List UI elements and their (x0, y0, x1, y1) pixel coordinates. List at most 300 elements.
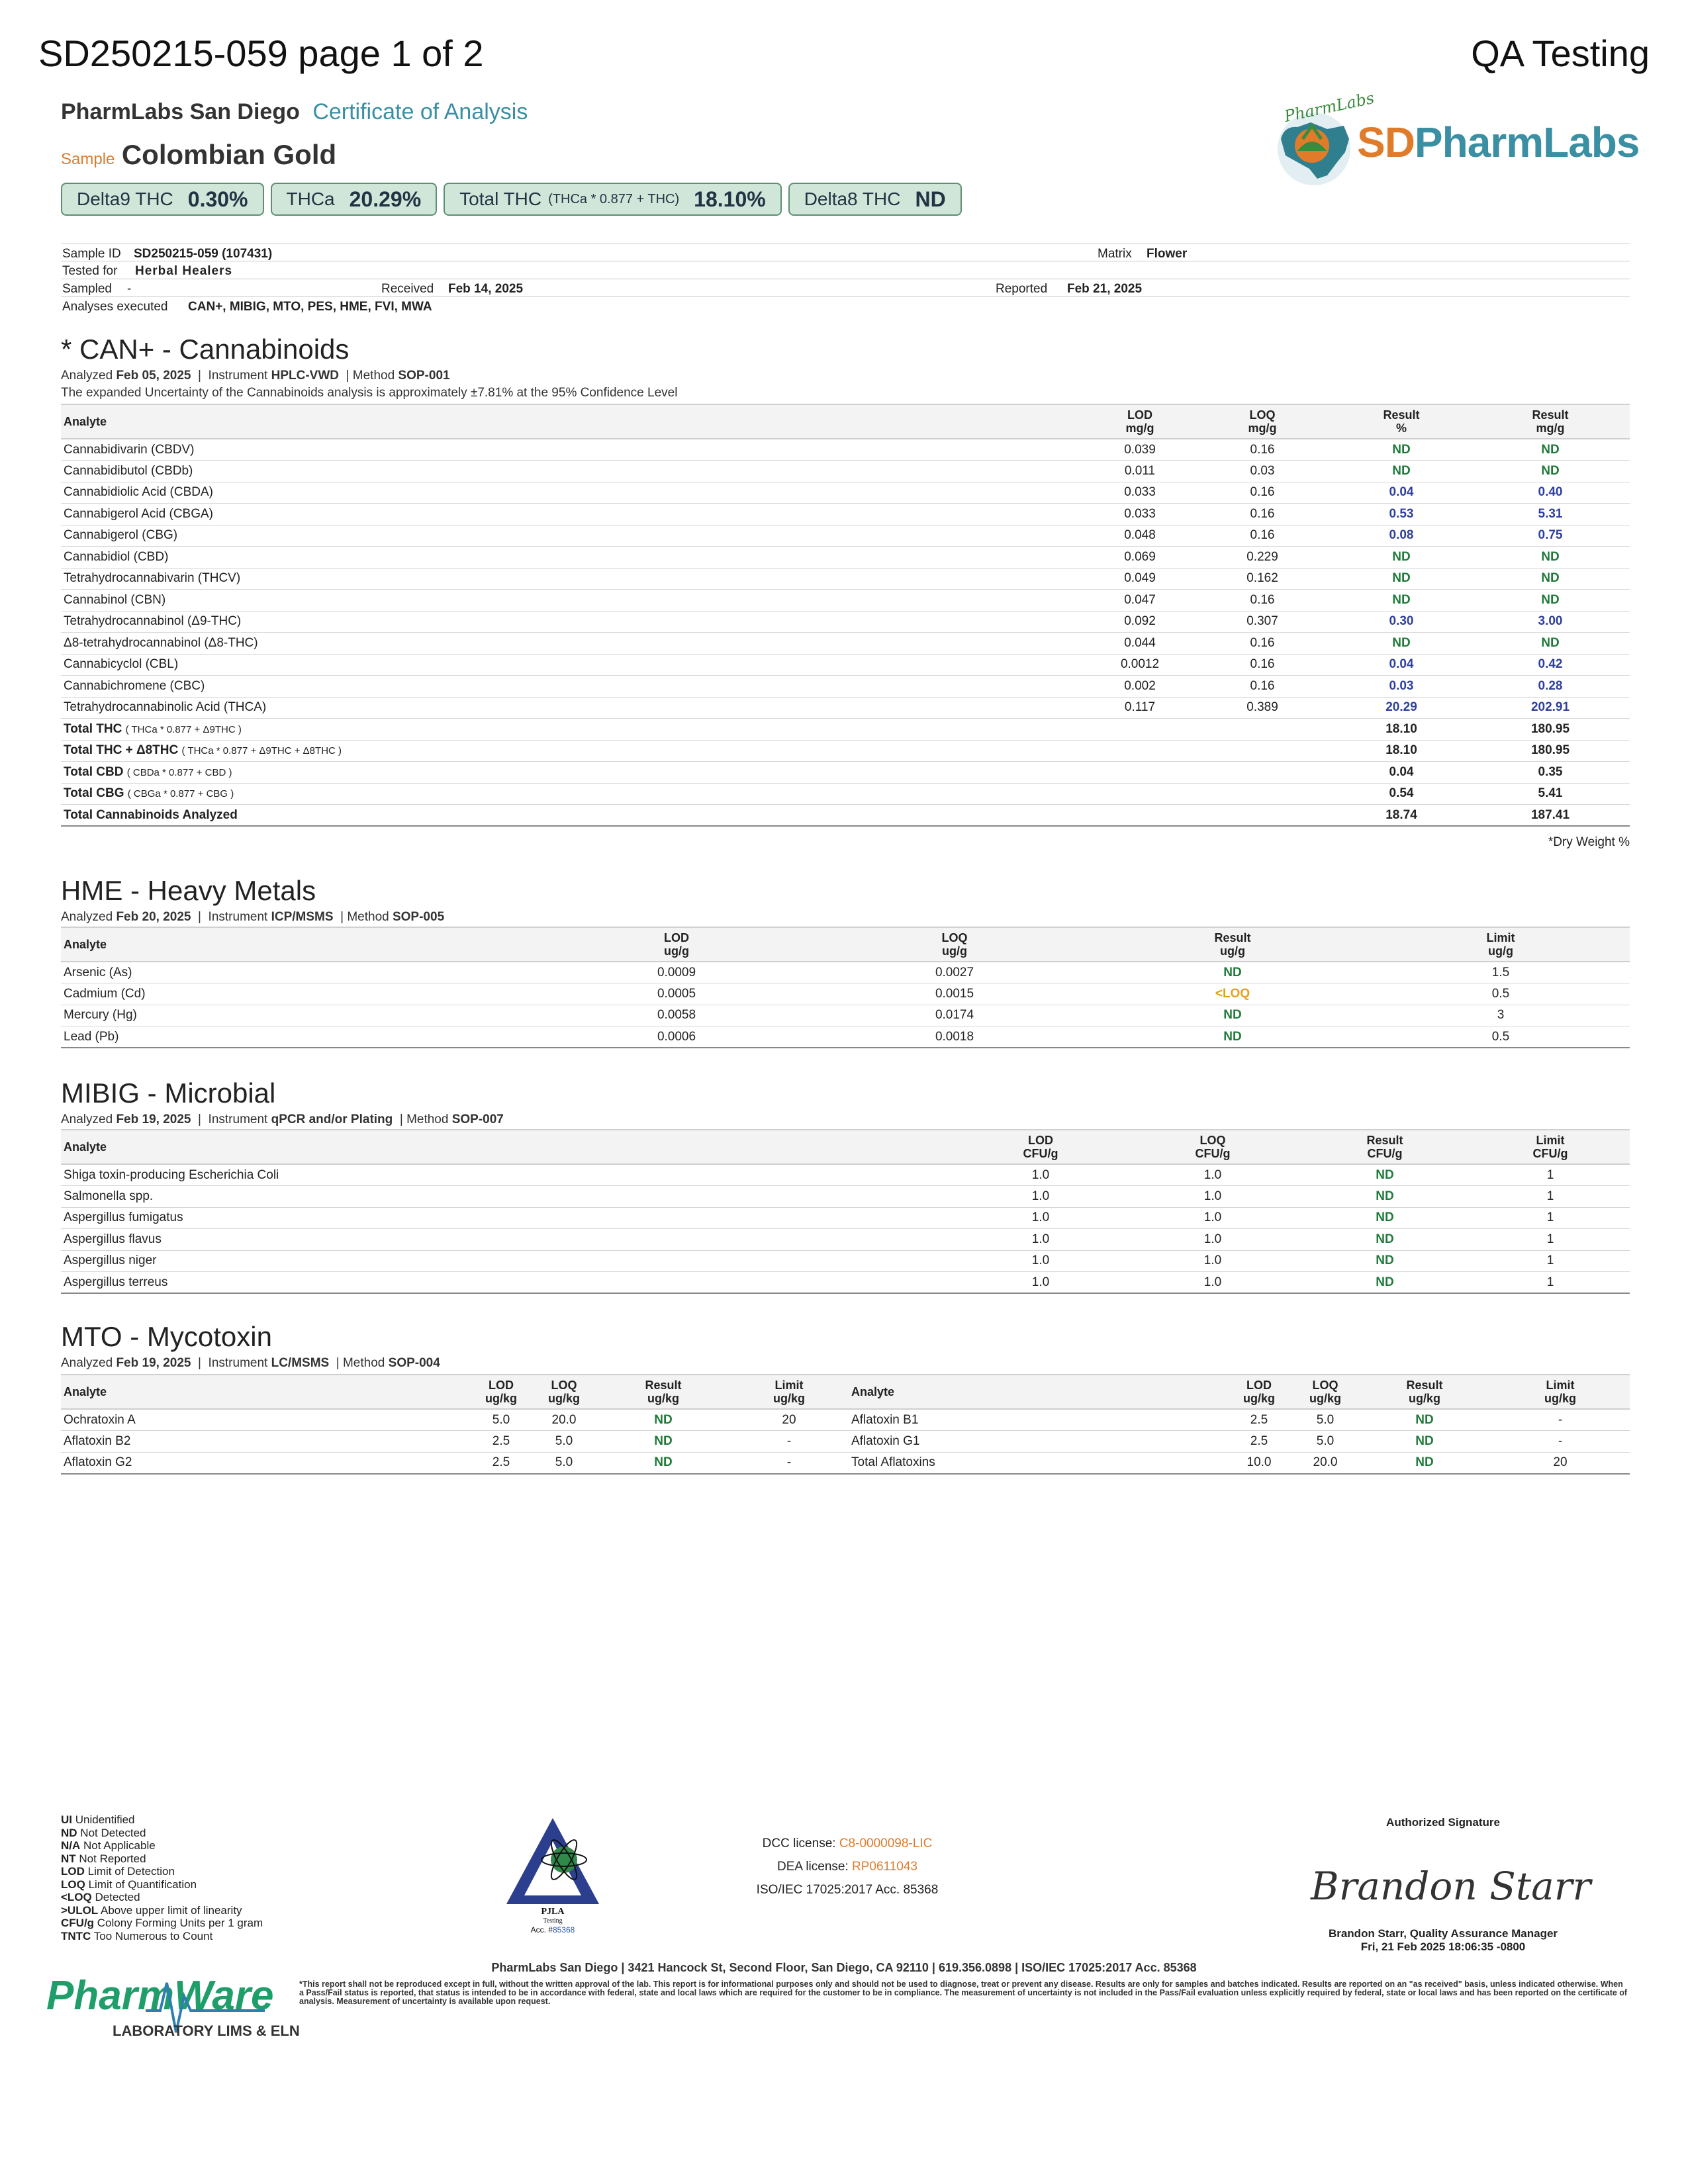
lod-value: 2.5 (471, 1431, 531, 1453)
legend-text: Limit of Detection (87, 1865, 175, 1878)
iso-accreditation: ISO/IEC 17025:2017 Acc. 85368 (756, 1883, 939, 1897)
lod-value: 0.069 (1087, 547, 1193, 569)
signed-date: Fri, 21 Feb 2025 18:06:35 -0800 (1360, 1940, 1526, 1953)
result-value: ND (1299, 1186, 1471, 1208)
limit-value: 1 (1471, 1207, 1630, 1229)
signer-name: Brandon Starr, Quality Assurance Manager (1328, 1927, 1558, 1940)
empty-cell (1193, 805, 1332, 827)
col-limit: Limit CFU/g (1471, 1130, 1630, 1164)
lod-value: 0.0012 (1087, 654, 1193, 676)
received-label: Received (381, 282, 434, 296)
empty-cell (1087, 805, 1193, 827)
legend-text: Above upper limit of linearity (101, 1903, 242, 1917)
total-row (61, 762, 1630, 784)
analyzed-label: Analyzed (61, 1356, 113, 1370)
disclaimer: *This report shall not be reproduced except in full, without the written approval of the lab. This report is for informational purposes only and should not be used to diagnose, treat or prevent any disease. Results are only for samples and batches indicated. Results are reported on an "as received" basis, unless indicated otherwise. When a Pass/Fail status is reported, that status is intended to be in accordance with federal, state and local laws which are required for the customer to be in compliance. The measurement of uncertainty is not included in the Pass/Fail evaluation unless explicitly required by federal, state or local laws and has been reported on the certificate of analysis. Measurement of uncertainty is available upon request. (299, 1979, 1628, 2006)
table-row (61, 461, 1630, 482)
analyte-name: Arsenic (As) (61, 962, 538, 983)
legend-text: Too Numerous to Count (93, 1929, 213, 1942)
analyte-name: Aflatoxin B1 (849, 1409, 1226, 1431)
loq-value: 1.0 (1127, 1229, 1299, 1251)
limit-value: 1 (1471, 1164, 1630, 1186)
col-limit: Limit ug/g (1372, 927, 1630, 962)
signer-info (1284, 1927, 1602, 1954)
tested-for: Herbal Healers (135, 264, 233, 278)
table-row (61, 590, 1630, 612)
loq-value: 5.0 (531, 1452, 597, 1474)
analyzed-label: Analyzed (61, 910, 113, 924)
result-mg: ND (1471, 547, 1630, 569)
result-percent: 0.03 (1332, 676, 1471, 698)
logo-sd: SD (1357, 118, 1415, 166)
lod-value: 1.0 (955, 1207, 1127, 1229)
result-value: ND (1299, 1250, 1471, 1272)
empty-cell (1087, 762, 1193, 784)
total-mg: 187.41 (1471, 805, 1630, 827)
col-analyte: Analyte (61, 927, 538, 962)
legend-item (61, 1891, 263, 1904)
loq-value: 20.0 (1292, 1452, 1358, 1474)
col-result-2: Result ug/kg (1358, 1375, 1491, 1409)
lod-value: 0.0006 (538, 1026, 816, 1048)
heavy-metals-table (61, 927, 1630, 1048)
analyte-name: Aspergillus fumigatus (61, 1207, 955, 1229)
sample-label: Sample (61, 150, 115, 168)
lab-address: PharmLabs San Diego | 3421 Hancock St, Second Floor, San Diego, CA 92110 | 619.356.0898 | ISO/IEC 17025:2017 Acc. 85368 (491, 1961, 1197, 1974)
total-name: Total CBD (64, 764, 124, 779)
microbial-rows (61, 1164, 1630, 1293)
tested-for-label: Tested for (62, 264, 118, 278)
analyte-name: Δ8-tetrahydrocannabinol (Δ8-THC) (61, 633, 1087, 655)
sample-id: SD250215-059 (107431) (134, 247, 273, 261)
result-percent: ND (1332, 547, 1471, 569)
instrument: LC/MSMS (271, 1356, 330, 1370)
col-loq: LOQ mg/g (1193, 404, 1332, 439)
loq-value: 0.16 (1193, 504, 1332, 525)
total-row (61, 740, 1630, 762)
result-percent: ND (1332, 590, 1471, 612)
table-row (61, 1186, 1630, 1208)
loq-value: 0.16 (1193, 654, 1332, 676)
can-uncertainty: The expanded Uncertainty of the Cannabinoids analysis is approximately ±7.81% at the 95% Confidence Level (61, 386, 678, 400)
sample-id-label: Sample ID (62, 247, 121, 261)
sampled-label: Sampled (62, 282, 112, 296)
legend-item (61, 1865, 263, 1878)
total-percent: 18.10 (1332, 740, 1471, 762)
result-value: ND (1094, 1005, 1372, 1026)
loq-value: 0.162 (1193, 568, 1332, 590)
lod-value: 1.0 (955, 1229, 1127, 1251)
instrument-label: Instrument (208, 1113, 268, 1126)
lod-value: 2.5 (471, 1452, 531, 1474)
col-analyte: Analyte (61, 404, 1087, 439)
mto-meta: Analyzed Feb 19, 2025 | Instrument LC/MSMS | Method SOP-004 (61, 1356, 440, 1370)
doc-type: Certificate of Analysis (312, 99, 528, 124)
total-formula: ( THCa * 0.877 + Δ9THC ) (125, 723, 242, 735)
legend-item (61, 1813, 263, 1827)
legend-text: Detected (95, 1891, 140, 1903)
loq-value: 0.0015 (816, 983, 1094, 1005)
analyte-name: Lead (Pb) (61, 1026, 538, 1048)
table-row (61, 1207, 1630, 1229)
qa-label: QA Testing (1471, 32, 1650, 74)
legend-text: Colony Forming Units per 1 gram (97, 1917, 263, 1929)
svg-text:PharmLabs: PharmLabs (1282, 88, 1376, 126)
result-mg: 0.28 (1471, 676, 1630, 698)
total-formula: ( THCa * 0.877 + Δ9THC + Δ8THC ) (181, 745, 342, 757)
loq-value: 0.307 (1193, 611, 1332, 633)
analyte-name: Cannabinol (CBN) (61, 590, 1087, 612)
empty-cell (1087, 740, 1193, 762)
method-label: Method (352, 369, 395, 383)
method: SOP-004 (388, 1356, 440, 1370)
analyte-name: Cannabichromene (CBC) (61, 676, 1087, 698)
lod-value: 0.002 (1087, 676, 1193, 698)
result-value: ND (1094, 1026, 1372, 1048)
table-row (61, 633, 1630, 655)
total-mg: 180.95 (1471, 719, 1630, 741)
loq-value: 5.0 (1292, 1409, 1358, 1431)
analyte-name: Salmonella spp. (61, 1186, 955, 1208)
col-loq-2: LOQ ug/kg (1292, 1375, 1358, 1409)
limit-value: 3 (1372, 1005, 1630, 1026)
instrument-label: Instrument (208, 369, 268, 383)
pill-label: THCa (286, 189, 335, 209)
loq-value: 0.16 (1193, 590, 1332, 612)
loq-value: 0.03 (1193, 461, 1332, 482)
pill-value: 0.30% (187, 187, 248, 211)
result-percent: ND (1332, 461, 1471, 482)
col-result: Result CFU/g (1299, 1130, 1471, 1164)
table-row (61, 697, 1630, 719)
lod-value: 0.092 (1087, 611, 1193, 633)
lod-value: 0.033 (1087, 504, 1193, 525)
lod-value: 0.011 (1087, 461, 1193, 482)
svg-text:PharmWare: PharmWare (46, 1973, 274, 2019)
lod-value: 5.0 (471, 1409, 531, 1431)
col-result: Result ug/kg (597, 1375, 729, 1409)
analyte-name: Tetrahydrocannabinol (Δ9-THC) (61, 611, 1087, 633)
result-percent: ND (1332, 633, 1471, 655)
total-name: Total CBG (64, 786, 124, 801)
empty-cell (1193, 719, 1332, 741)
total-formula: ( CBDa * 0.877 + CBD ) (126, 766, 232, 778)
result-percent: 0.04 (1332, 482, 1471, 504)
table-row (61, 611, 1630, 633)
analyte-name: Aflatoxin G2 (61, 1452, 471, 1474)
loq-value: 1.0 (1127, 1186, 1299, 1208)
lod-value: 1.0 (955, 1186, 1127, 1208)
table-row (61, 1229, 1630, 1251)
loq-value: 0.0027 (816, 962, 1094, 983)
table-row (61, 504, 1630, 525)
total-mg: 5.41 (1471, 783, 1630, 805)
loq-value: 0.389 (1193, 697, 1332, 719)
table-row (61, 1026, 1630, 1048)
info-row-tested (61, 261, 1630, 279)
analyzed-label: Analyzed (61, 1113, 113, 1126)
table-row (61, 482, 1630, 504)
col-lod: LOD ug/kg (471, 1375, 531, 1409)
col-loq: LOQ ug/g (816, 927, 1094, 962)
logo-pharmlabs: PharmLabs (1414, 118, 1640, 166)
empty-cell (1087, 783, 1193, 805)
col-limit-2: Limit ug/kg (1491, 1375, 1630, 1409)
info-row-dates (61, 279, 1630, 297)
analyte-name: Ochratoxin A (61, 1409, 471, 1431)
handwritten-signature (1304, 1846, 1589, 1926)
result-mg: ND (1471, 633, 1630, 655)
reported-label: Reported (996, 282, 1048, 296)
total-row (61, 805, 1630, 827)
total-name: Total Cannabinoids Analyzed (64, 807, 238, 822)
table-row (61, 1409, 1630, 1431)
method-label: Method (347, 910, 389, 924)
total-percent: 0.04 (1332, 762, 1471, 784)
method: SOP-005 (392, 910, 445, 924)
svg-text:Acc. #85368: Acc. #85368 (530, 1925, 575, 1934)
mycotoxin-rows (61, 1409, 1630, 1474)
pill-total-thc (444, 183, 782, 216)
loq-value: 5.0 (531, 1431, 597, 1453)
loq-value: 0.16 (1193, 482, 1332, 504)
result-mg: 0.40 (1471, 482, 1630, 504)
legend-abbr: >ULOL (61, 1903, 99, 1917)
col-result-mg: Result mg/g (1471, 404, 1630, 439)
total-label (61, 719, 1087, 741)
analyte-name: Total Aflatoxins (849, 1452, 1226, 1474)
result-value: <LOQ (1094, 983, 1372, 1005)
legend-item (61, 1852, 263, 1866)
total-percent: 18.74 (1332, 805, 1471, 827)
table-row (61, 439, 1630, 461)
analyte-name: Cannabidiol (CBD) (61, 547, 1087, 569)
table-row (61, 654, 1630, 676)
col-result: Result ug/g (1094, 927, 1372, 962)
analyte-name: Cannabicyclol (CBL) (61, 654, 1087, 676)
svg-text:Testing: Testing (543, 1917, 563, 1925)
instrument: ICP/MSMS (271, 910, 334, 924)
total-formula: ( CBGa * 0.877 + CBG ) (127, 788, 234, 800)
legend-abbr: NT (61, 1852, 76, 1865)
legend-text: Limit of Quantification (88, 1878, 197, 1891)
mibig-title: MIBIG - Microbial (61, 1077, 276, 1109)
loq-value: 0.0174 (816, 1005, 1094, 1026)
svg-text:LABORATORY LIMS & ELN: LABORATORY LIMS & ELN (113, 2023, 300, 2039)
result-mg: 5.31 (1471, 504, 1630, 525)
table-row (61, 547, 1630, 569)
sampled: - (127, 282, 132, 296)
legend-abbr: LOQ (61, 1878, 85, 1891)
result-mg: ND (1471, 590, 1630, 612)
loq-value: 1.0 (1127, 1207, 1299, 1229)
result-mg: ND (1471, 568, 1630, 590)
method: SOP-007 (451, 1113, 504, 1126)
col-lod: LOD CFU/g (955, 1130, 1127, 1164)
matrix: Flower (1147, 247, 1188, 261)
legend-text: Not Reported (79, 1852, 146, 1865)
col-analyte-2: Analyte (849, 1375, 1226, 1409)
lod-value: 1.0 (955, 1272, 1127, 1294)
pill-label: Delta9 THC (77, 189, 173, 209)
col-analyte: Analyte (61, 1130, 955, 1164)
total-row (61, 783, 1630, 805)
can-meta: Analyzed Feb 05, 2025 | Instrument HPLC-VWD | Method SOP-001 (61, 369, 450, 383)
lod-value: 0.047 (1087, 590, 1193, 612)
analyzed-date: Feb 20, 2025 (116, 910, 191, 924)
instrument: qPCR and/or Plating (271, 1113, 393, 1126)
mycotoxin-table (61, 1374, 1630, 1475)
col-loq: LOQ CFU/g (1127, 1130, 1299, 1164)
total-label (61, 762, 1087, 784)
summary-pills (61, 183, 962, 216)
empty-cell (1193, 762, 1332, 784)
method: SOP-001 (398, 369, 450, 383)
mibig-meta: Analyzed Feb 19, 2025 | Instrument qPCR and/or Plating | Method SOP-007 (61, 1113, 504, 1126)
limit-value: - (729, 1431, 849, 1453)
col-lod: LOD mg/g (1087, 404, 1193, 439)
hme-title: HME - Heavy Metals (61, 875, 316, 906)
total-label (61, 805, 1087, 827)
result-value: ND (1358, 1431, 1491, 1453)
legend-abbr: N/A (61, 1839, 81, 1852)
loq-value: 1.0 (1127, 1272, 1299, 1294)
result-value: ND (1299, 1229, 1471, 1251)
table-row (61, 1272, 1630, 1294)
table-row (61, 1250, 1630, 1272)
page-label: SD250215-059 page 1 of 2 (38, 32, 484, 74)
legend-abbr: CFU/g (61, 1917, 95, 1929)
can-title: * CAN+ - Cannabinoids (61, 334, 350, 365)
pill-value: ND (915, 187, 946, 211)
pill-label: Total THC (459, 189, 542, 209)
loq-value: 1.0 (1127, 1164, 1299, 1186)
result-value: ND (1299, 1164, 1471, 1186)
analyzed-date: Feb 19, 2025 (116, 1113, 191, 1126)
total-percent: 18.10 (1332, 719, 1471, 741)
info-row-id (61, 244, 1630, 261)
loq-value: 20.0 (531, 1409, 597, 1431)
analyte-name: Cannabidivarin (CBDV) (61, 439, 1087, 461)
analyte-name: Cannabigerol Acid (CBGA) (61, 504, 1087, 525)
pill-delta9-thc (61, 183, 264, 216)
instrument-label: Instrument (208, 1356, 268, 1370)
cannabinoids-table (61, 404, 1630, 827)
pill-label: Delta8 THC (804, 189, 901, 209)
empty-cell (1193, 740, 1332, 762)
loq-value: 0.16 (1193, 525, 1332, 547)
total-name: Total THC + Δ8THC (64, 743, 179, 758)
pill-note: (THCa * 0.877 + THC) (548, 191, 680, 206)
svg-text:PJLA: PJLA (541, 1907, 565, 1917)
lod-value: 0.0058 (538, 1005, 816, 1026)
table-row (61, 983, 1630, 1005)
legend-item (61, 1827, 263, 1840)
limit-value: 20 (1491, 1452, 1630, 1474)
loq-value: 5.0 (1292, 1431, 1358, 1453)
result-percent: ND (1332, 568, 1471, 590)
legend-text: Not Detected (80, 1826, 146, 1839)
received: Feb 14, 2025 (448, 282, 524, 296)
legend-abbr: LOD (61, 1865, 85, 1878)
limit-value: 1 (1471, 1272, 1630, 1294)
analyte-name: Cannabidiolic Acid (CBDA) (61, 482, 1087, 504)
total-mg: 0.35 (1471, 762, 1630, 784)
analyte-name: Cannabigerol (CBG) (61, 525, 1087, 547)
limit-value: 0.5 (1372, 1026, 1630, 1048)
analyses-label: Analyses executed (62, 300, 168, 314)
sample-title (61, 139, 336, 171)
legend-item (61, 1904, 263, 1917)
instrument: HPLC-VWD (271, 369, 339, 383)
limit-value: - (1491, 1409, 1630, 1431)
authorized-signature-title: Authorized Signature (1386, 1816, 1500, 1829)
lod-value: 0.049 (1087, 568, 1193, 590)
lod-value: 0.0005 (538, 983, 816, 1005)
abbreviation-legend (61, 1813, 263, 1942)
result-percent: 0.30 (1332, 611, 1471, 633)
lod-value: 0.033 (1087, 482, 1193, 504)
pill-value: 18.10% (694, 187, 766, 211)
total-label (61, 740, 1087, 762)
result-percent: 0.08 (1332, 525, 1471, 547)
result-percent: ND (1332, 439, 1471, 461)
total-row (61, 719, 1630, 741)
lod-value: 0.117 (1087, 697, 1193, 719)
result-value: ND (1094, 962, 1372, 983)
loq-value: 1.0 (1127, 1250, 1299, 1272)
empty-cell (1193, 783, 1332, 805)
result-value: ND (1358, 1452, 1491, 1474)
col-lod: LOD ug/g (538, 927, 816, 962)
analyte-name: Tetrahydrocannabivarin (THCV) (61, 568, 1087, 590)
table-row (61, 1005, 1630, 1026)
info-row-analyses (61, 297, 1630, 315)
lab-title (61, 99, 528, 125)
dry-weight-note: *Dry Weight % (1548, 835, 1630, 849)
legend-text: Unidentified (75, 1813, 135, 1826)
total-percent: 0.54 (1332, 783, 1471, 805)
analyte-name: Aspergillus niger (61, 1250, 955, 1272)
total-mg: 180.95 (1471, 740, 1630, 762)
loq-value: 0.229 (1193, 547, 1332, 569)
total-label (61, 783, 1087, 805)
sample-info (61, 244, 1630, 316)
result-mg: 0.75 (1471, 525, 1630, 547)
matrix-label: Matrix (1098, 247, 1132, 261)
cannabinoids-rows (61, 439, 1630, 826)
col-result-pct: Result % (1332, 404, 1471, 439)
legend-abbr: <LOQ (61, 1891, 92, 1903)
analyzed-date: Feb 19, 2025 (116, 1356, 191, 1370)
table-row (61, 676, 1630, 698)
instrument-label: Instrument (208, 910, 268, 924)
legend-abbr: ND (61, 1826, 77, 1839)
mto-title: MTO - Mycotoxin (61, 1321, 272, 1352)
result-mg: ND (1471, 439, 1630, 461)
table-row (61, 525, 1630, 547)
method-label: Method (342, 1356, 385, 1370)
reported: Feb 21, 2025 (1067, 282, 1143, 296)
table-row (61, 1164, 1630, 1186)
empty-cell (1087, 719, 1193, 741)
hme-meta: Analyzed Feb 20, 2025 | Instrument ICP/MSMS | Method SOP-005 (61, 910, 445, 924)
limit-value: 0.5 (1372, 983, 1630, 1005)
microbial-table (61, 1129, 1630, 1294)
heavy-metals-rows (61, 962, 1630, 1048)
legend-text: Not Applicable (83, 1839, 156, 1852)
lod-value: 0.048 (1087, 525, 1193, 547)
